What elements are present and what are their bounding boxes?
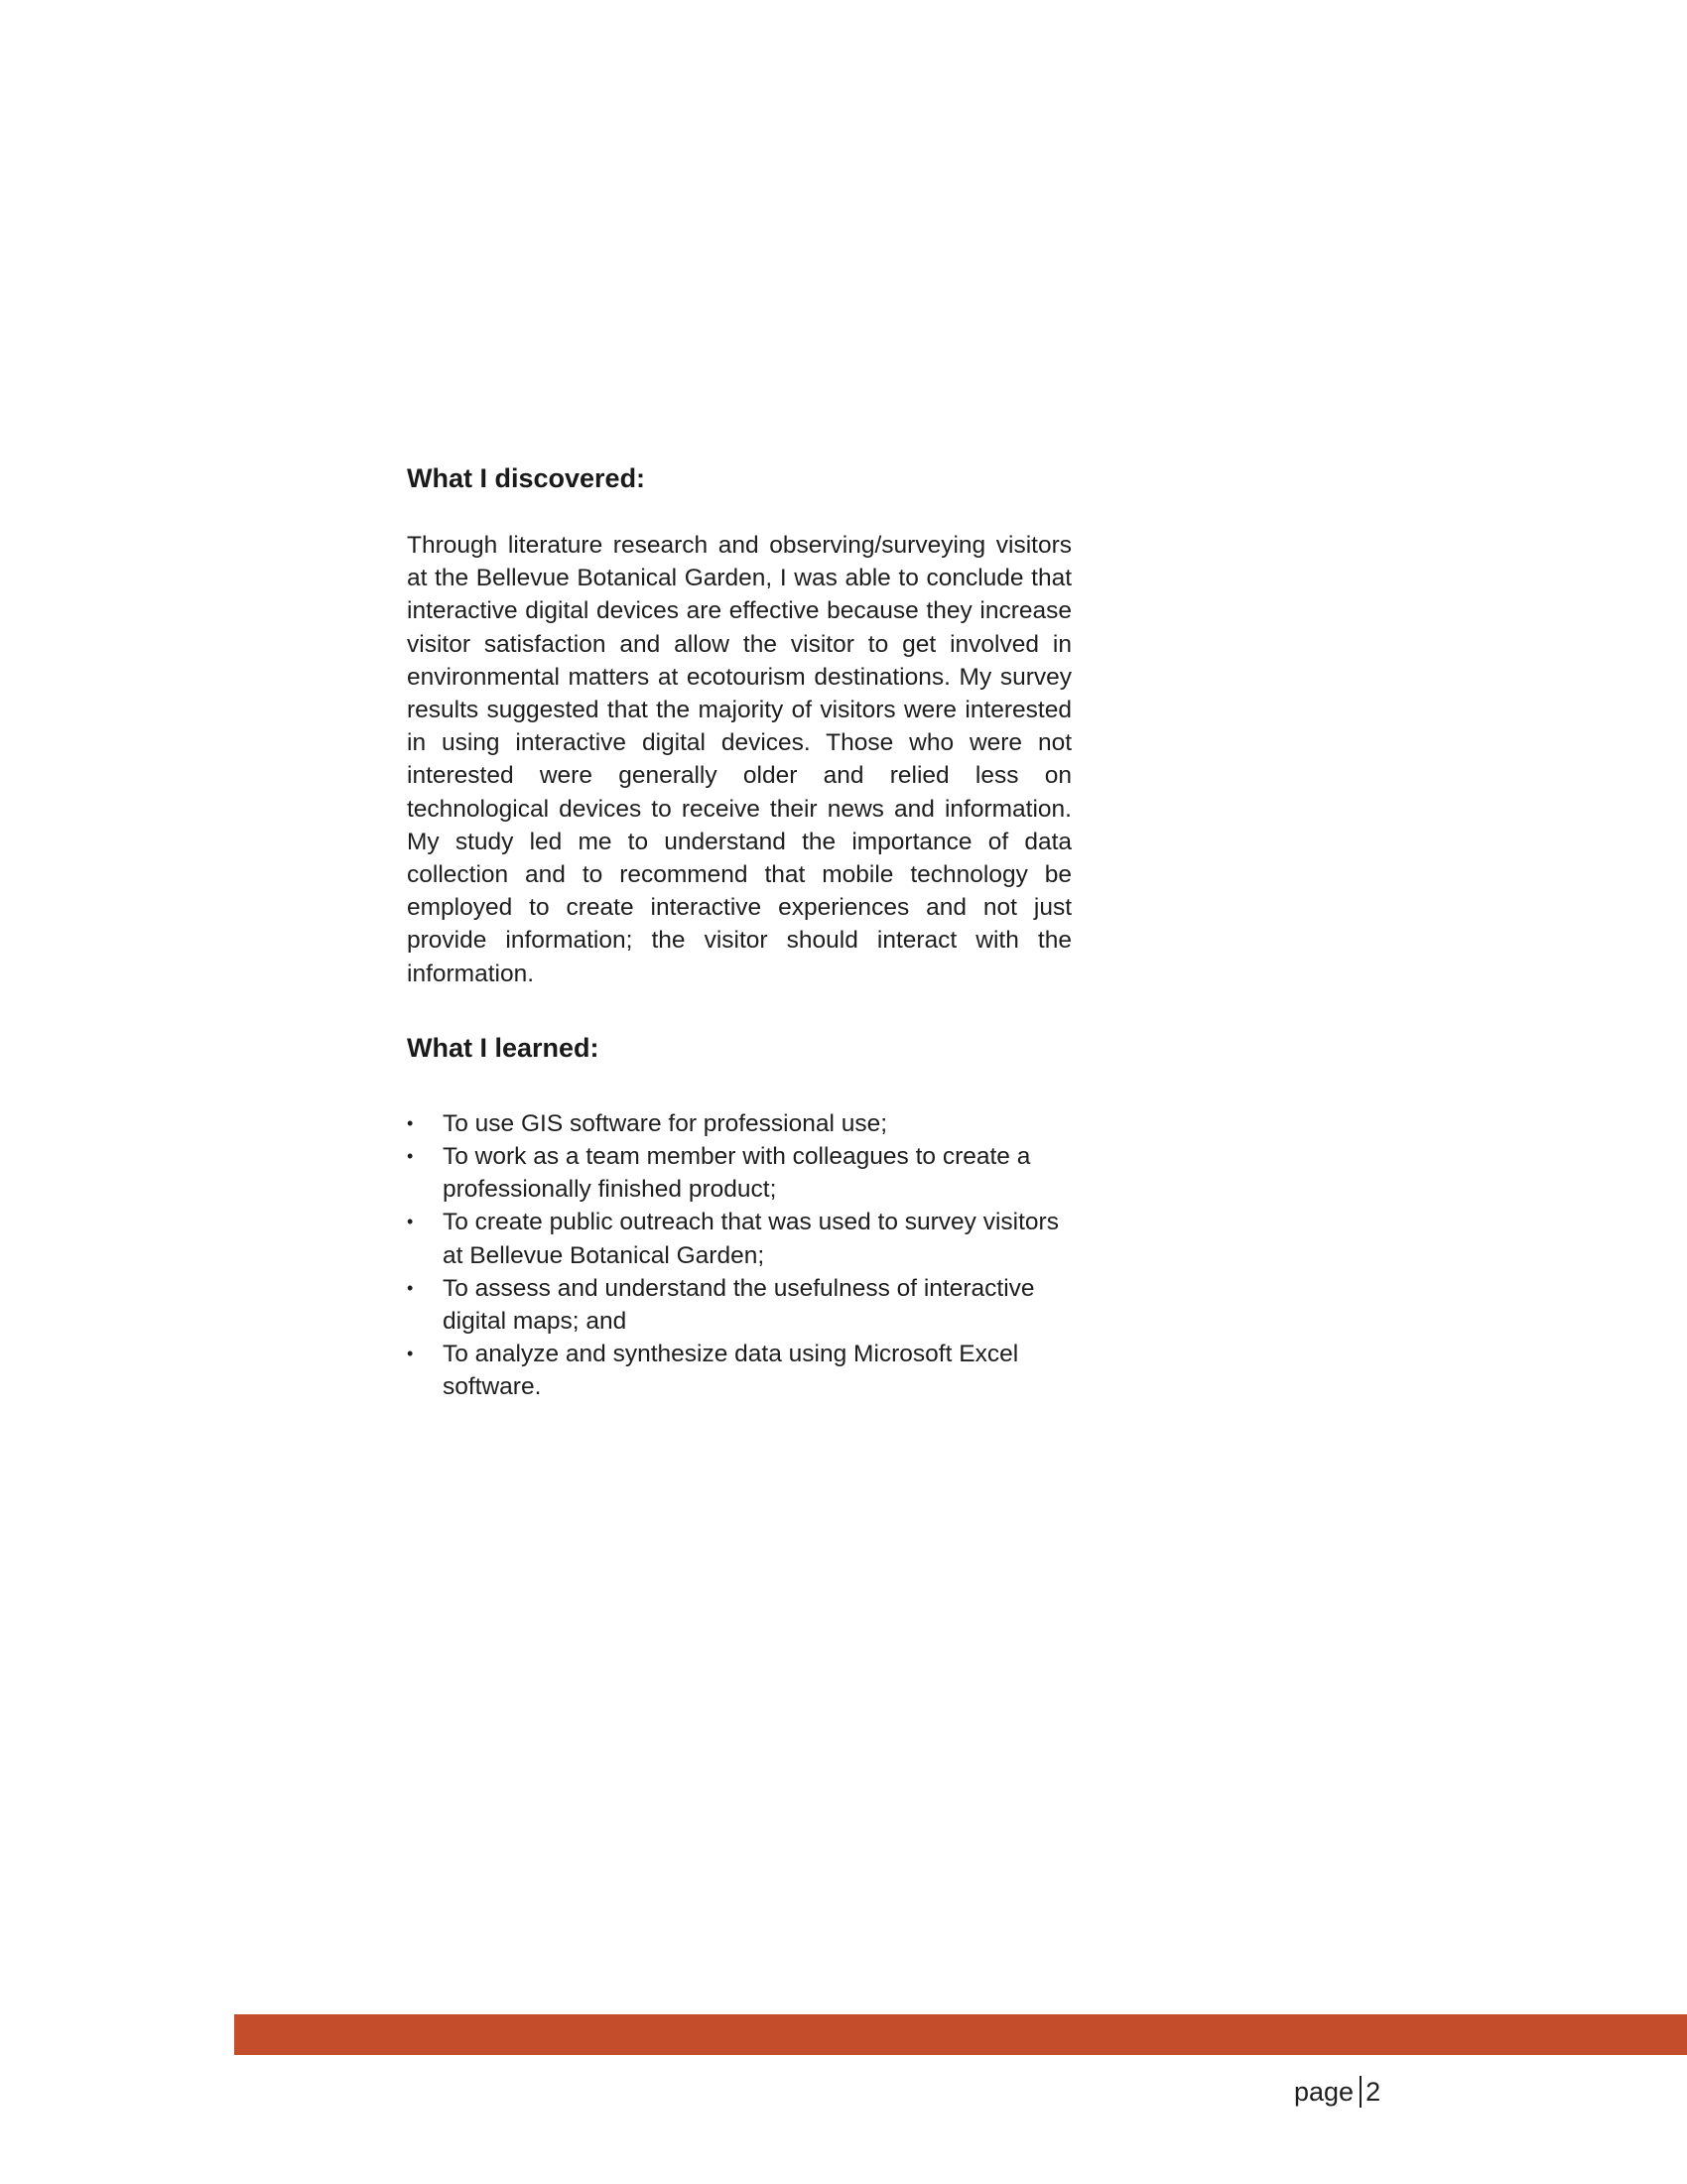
list-item	[407, 1140, 1072, 1206]
list-item-text: To work as a team member with colleagues to create a professionally finished product;	[443, 1143, 1031, 1204]
list-item	[407, 1206, 1072, 1271]
discovered-paragraph: Through literature research and observing/surveying visitors at the Bellevue Botanical Garden, I was able to conclude that interactive digital devices are effective because they increase visitor satisfaction and allow the visitor to get involved in environmental matters at ecotourism destinations. My survey results suggested that the majority of visitors were interested in using interactive digital devices. Those who were not interested were generally older and relied less on technological devices to receive their news and information. My study led me to understand the importance of data collection and to recommend that mobile technology be employed to create interactive experiences and not just provide information; the visitor should interact with the information.	[407, 532, 1072, 987]
page-number	[1294, 2072, 1380, 2112]
learned-list	[407, 1107, 1072, 1404]
bullet-icon: •	[407, 1212, 414, 1232]
page-separator	[1360, 2076, 1362, 2108]
page-number-value: 2	[1365, 2077, 1381, 2107]
list-item-text: To use GIS software for professional use;	[443, 1109, 888, 1137]
footer-accent-bar	[234, 2014, 1687, 2055]
bullet-icon: •	[407, 1277, 414, 1298]
bullet-icon: •	[407, 1112, 414, 1133]
section-heading-discovered: What I discovered:	[407, 463, 646, 493]
main-content	[407, 458, 1072, 1404]
page-label: page	[1294, 2077, 1355, 2107]
section-heading-learned: What I learned:	[407, 1032, 599, 1063]
list-item-text: To analyze and synthesize data using Microsoft Excel software.	[443, 1341, 1019, 1401]
bullet-icon: •	[407, 1344, 414, 1364]
list-item-text: To assess and understand the usefulness of interactive digital maps; and	[443, 1274, 1035, 1336]
list-item	[407, 1272, 1072, 1338]
list-item-text: To create public outreach that was used to survey visitors at Bellevue Botanical Garden;	[443, 1209, 1059, 1269]
list-item	[407, 1338, 1072, 1403]
bullet-icon: •	[407, 1146, 414, 1167]
list-item	[407, 1107, 1072, 1140]
